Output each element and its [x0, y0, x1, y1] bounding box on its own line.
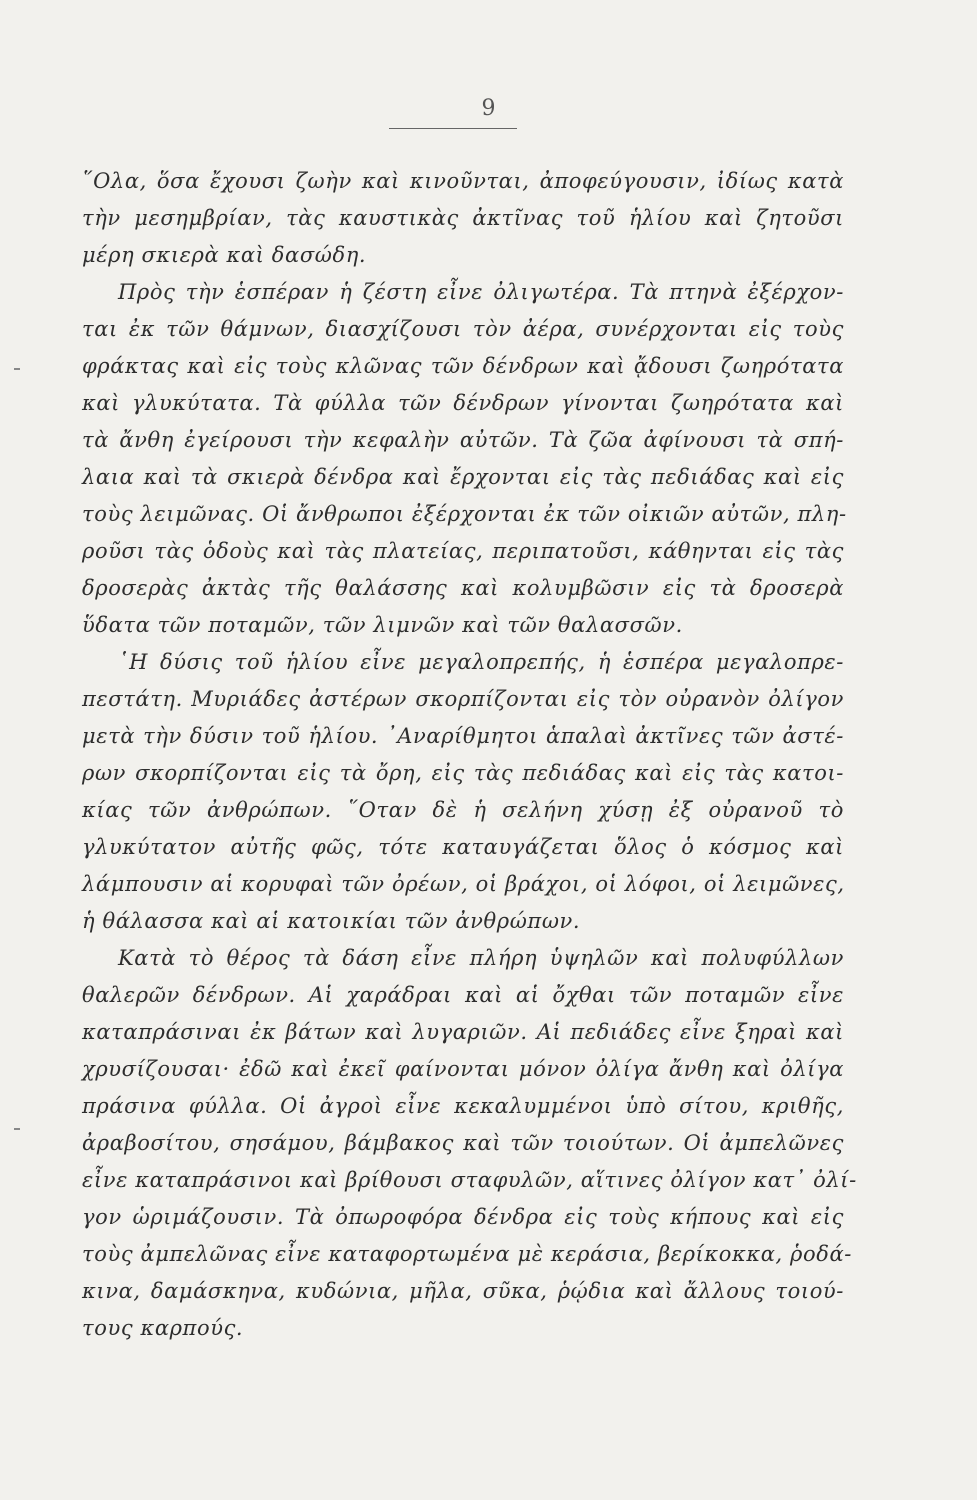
text-line: γον ὡριμάζουσιν. Τὰ ὀπωροφόρα δένδρα εἰς τοὺς κήπους καὶ εἰς — [82, 1205, 844, 1229]
text-line: λάμπουσιν αἱ κορυφαὶ τῶν ὀρέων, οἱ βράχοι, οἱ λόφοι, οἱ λειμῶνες, — [82, 872, 845, 896]
page-number: 9 — [481, 96, 496, 121]
text-line: θαλερῶν δένδρων. Αἱ χαράδραι καὶ αἱ ὄχθαι τῶν ποταμῶν εἶνε — [82, 983, 844, 1007]
text-line: κινα, δαμάσκηνα, κυδώνια, μῆλα, σῦκα, ῥῴδια καὶ ἄλλους τοιού- — [82, 1279, 844, 1303]
text-line: ται ἐκ τῶν θάμνων, διασχίζουσι τὸν ἀέρα, συνέρχονται εἰς τοὺς — [82, 317, 844, 341]
text-line: λαια καὶ τὰ σκιερὰ δένδρα καὶ ἔρχονται εἰς τὰς πεδιάδας καὶ εἰς — [82, 465, 844, 489]
text-line: ρων σκορπίζονται εἰς τὰ ὄρη, εἰς τὰς πεδιάδας καὶ εἰς τὰς κατοι- — [82, 761, 844, 785]
text-line: εἶνε καταπράσινοι καὶ βρίθουσι σταφυλῶν, αἵτινες ὀλίγον κατ᾿ ὀλί- — [82, 1168, 857, 1192]
text-line: ἀραβοσίτου, σησάμου, βάμβακος καὶ τῶν τοιούτων. Οἱ ἀμπελῶνες — [82, 1131, 844, 1155]
text-line: τὰ ἄνθη ἐγείρουσι τὴν κεφαλὴν αὐτῶν. Τὰ ζῶα ἀφίνουσι τὰ σπή- — [82, 428, 844, 452]
text-line: τους καρπούς. — [82, 1316, 244, 1340]
text-line: κίας τῶν ἀνθρώπων. ῞Οταν δὲ ἡ σελήνη χύσῃ ἐξ οὐρανοῦ τὸ — [82, 798, 844, 822]
margin-mark — [14, 1128, 20, 1130]
text-line: τοὺς ἀμπελῶνας εἶνε καταφορτωμένα μὲ κεράσια, βερίκοκκα, ῥοδά- — [82, 1242, 852, 1266]
text-line: πεστάτη. Μυριάδες ἀστέρων σκορπίζονται εἰς τὸν οὐρανὸν ὀλίγον — [82, 687, 844, 711]
text-line: Κατὰ τὸ θέρος τὰ δάση εἶνε πλήρη ὑψηλῶν καὶ πολυφύλλων — [118, 946, 844, 970]
text-line: μετὰ τὴν δύσιν τοῦ ἡλίου. ᾿Αναρίθμητοι ἁπαλαὶ ἀκτῖνες τῶν ἀστέ- — [82, 724, 844, 748]
text-line: ἡ θάλασσα καὶ αἱ κατοικίαι τῶν ἀνθρώπων. — [82, 909, 581, 933]
body-text — [82, 163, 857, 1347]
text-line: τὴν μεσημβρίαν, τὰς καυστικὰς ἀκτῖνας τοῦ ἡλίου καὶ ζητοῦσι — [82, 206, 844, 230]
margin-mark — [14, 368, 20, 370]
text-line: καταπράσιναι ἐκ βάτων καὶ λυγαριῶν. Αἱ πεδιάδες εἶνε ξηραὶ καὶ — [82, 1020, 844, 1044]
text-line: Πρὸς τὴν ἑσπέραν ἡ ζέστη εἶνε ὀλιγωτέρα. Τὰ πτηνὰ ἐξέρχον- — [118, 280, 844, 304]
text-line: μέρη σκιερὰ καὶ δασώδη. — [82, 243, 367, 267]
text-line: ροῦσι τὰς ὁδοὺς καὶ τὰς πλατείας, περιπατοῦσι, κάθηνται εἰς τὰς — [82, 539, 844, 563]
text-line: φράκτας καὶ εἰς τοὺς κλῶνας τῶν δένδρων καὶ ᾄδουσι ζωηρότατα — [82, 354, 844, 378]
text-line: ῾Η δύσις τοῦ ἡλίου εἶνε μεγαλοπρεπής, ἡ ἑσπέρα μεγαλοπρε- — [118, 650, 844, 674]
text-line: ῞Ολα, ὅσα ἔχουσι ζωὴν καὶ κινοῦνται, ἀποφεύγουσιν, ἰδίως κατὰ — [82, 169, 844, 193]
text-line: γλυκύτατον αὐτῆς φῶς, τότε καταυγάζεται ὅλος ὁ κόσμος καὶ — [82, 835, 844, 859]
text-line: πράσινα φύλλα. Οἱ ἀγροὶ εἶνε κεκαλυμμένοι ὑπὸ σίτου, κριθῆς, — [82, 1094, 844, 1118]
header-rule — [389, 128, 517, 129]
text-line: τοὺς λειμῶνας. Οἱ ἄνθρωποι ἐξέρχονται ἐκ τῶν οἰκιῶν αὐτῶν, πλη- — [82, 502, 847, 526]
text-line: χρυσίζουσαι· ἐδῶ καὶ ἐκεῖ φαίνονται μόνον ὀλίγα ἄνθη καὶ ὀλίγα — [82, 1057, 844, 1081]
text-line: καὶ γλυκύτατα. Τὰ φύλλα τῶν δένδρων γίνονται ζωηρότατα καὶ — [82, 391, 844, 415]
text-line: δροσερὰς ἀκτὰς τῆς θαλάσσης καὶ κολυμβῶσιν εἰς τὰ δροσερὰ — [82, 576, 844, 600]
text-line: ὕδατα τῶν ποταμῶν, τῶν λιμνῶν καὶ τῶν θαλασσῶν. — [82, 613, 683, 637]
